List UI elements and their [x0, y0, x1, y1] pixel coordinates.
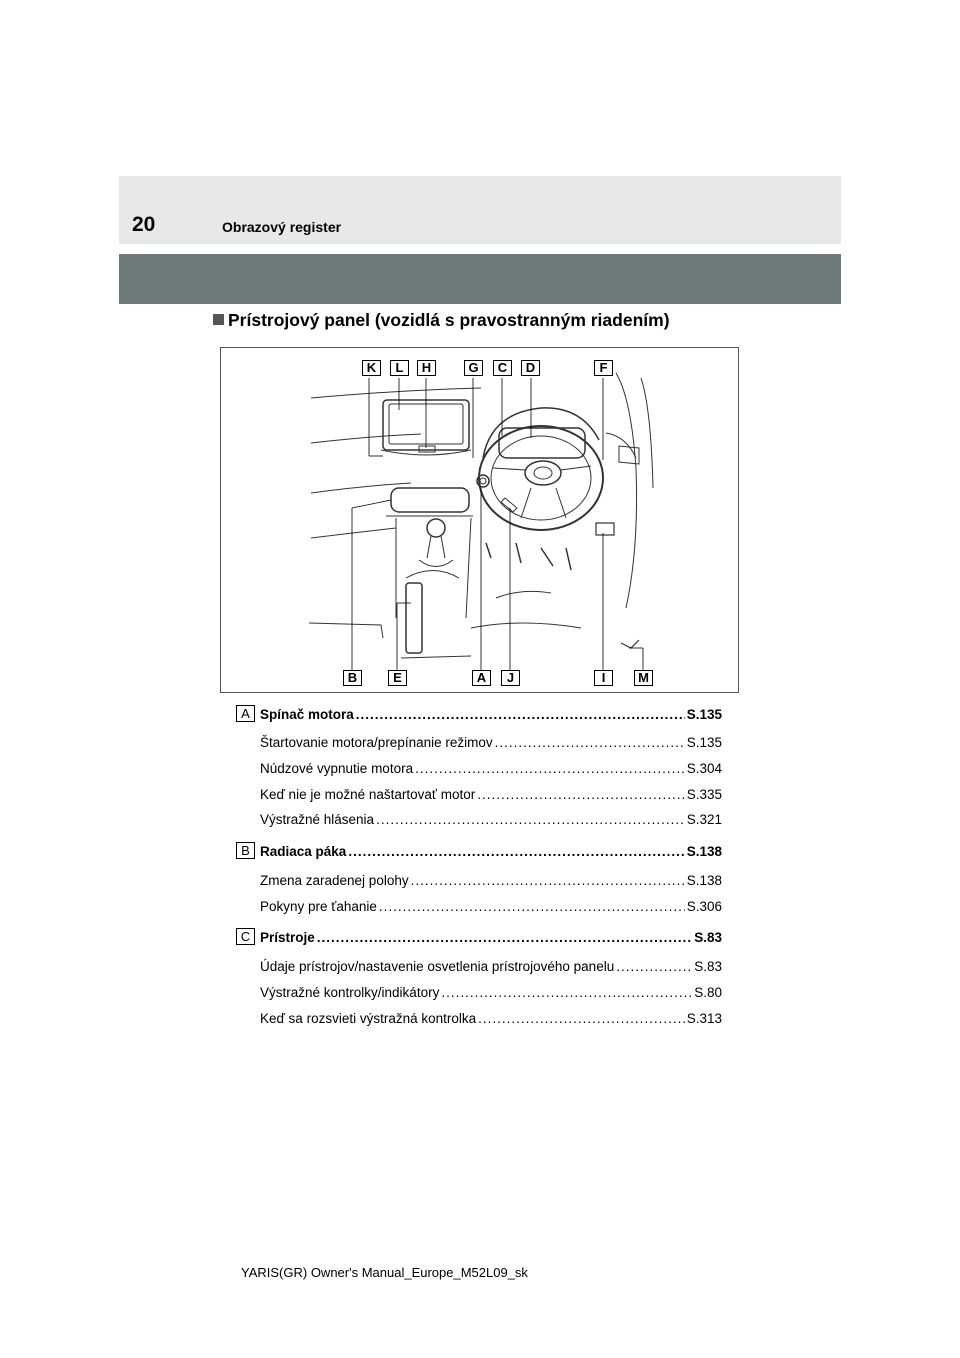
sub-item-text: Pokyny pre ťahanie	[260, 899, 377, 914]
dot-leader	[441, 985, 692, 1000]
sub-item-page: S.138	[686, 873, 722, 888]
sub-item-text: Výstražné kontrolky/indikátory	[260, 985, 440, 1000]
callout-i: I	[594, 670, 613, 686]
section-title: Obrazový register	[222, 219, 342, 235]
callout-k: K	[362, 360, 381, 376]
list-item	[260, 735, 722, 750]
item-letter-box: C	[236, 928, 255, 945]
dot-leader	[379, 899, 685, 914]
dot-leader	[478, 1011, 685, 1026]
dot-leader	[495, 735, 685, 750]
dot-leader	[317, 930, 692, 945]
dot-leader	[415, 761, 685, 776]
sub-item-page: S.304	[686, 761, 722, 776]
callout-j: J	[501, 670, 520, 686]
sub-item-page: S.83	[694, 959, 722, 974]
callout-l: L	[390, 360, 409, 376]
dot-leader	[616, 959, 692, 974]
list-item-title	[260, 844, 722, 859]
list-item	[260, 873, 722, 888]
item-letter-box: B	[236, 842, 255, 859]
callout-b: B	[343, 670, 362, 686]
page-number: 20	[132, 213, 156, 236]
dot-leader	[477, 787, 685, 802]
callout-f: F	[594, 360, 613, 376]
list-item-title	[260, 930, 722, 945]
dot-leader	[356, 707, 685, 722]
square-bullet-icon	[213, 314, 224, 325]
sub-item-text: Štartovanie motora/prepínanie režimov	[260, 735, 493, 750]
sub-item-page: S.80	[694, 985, 722, 1000]
list-item	[260, 959, 722, 974]
sub-item-page: S.321	[686, 812, 722, 827]
dashboard-drawing	[221, 348, 740, 694]
sub-item-text: Núdzové vypnutie motora	[260, 761, 414, 776]
dot-leader	[411, 873, 685, 888]
item-title: Spínač motora	[260, 707, 354, 722]
dot-leader	[348, 844, 684, 859]
item-page: S.83	[694, 930, 722, 945]
callout-d: D	[521, 360, 540, 376]
list-item	[260, 985, 722, 1000]
sub-item-page: S.306	[686, 899, 722, 914]
footer-text: YARIS(GR) Owner's Manual_Europe_M52L09_sk	[241, 1265, 528, 1280]
sub-item-text: Zmena zaradenej polohy	[260, 873, 409, 888]
item-page: S.135	[686, 707, 722, 722]
list-item	[260, 899, 722, 914]
list-item	[260, 1011, 722, 1026]
callout-a: A	[472, 670, 491, 686]
sub-item-text: Keď sa rozsvieti výstražná kontrolka	[260, 1011, 477, 1026]
callout-c: C	[493, 360, 512, 376]
item-page: S.138	[686, 844, 722, 859]
sub-item-page: S.335	[686, 787, 722, 802]
list-item	[260, 761, 722, 776]
callout-g: G	[464, 360, 483, 376]
item-letter-box: A	[236, 705, 255, 722]
item-title: Prístroje	[260, 930, 315, 945]
list-item	[260, 812, 722, 827]
sub-item-text: Výstražné hlásenia	[260, 812, 375, 827]
sub-item-page: S.313	[686, 1011, 722, 1026]
item-title: Radiaca páka	[260, 844, 347, 859]
list-item-title	[260, 707, 722, 722]
sub-item-text: Keď nie je možné naštartovať motor	[260, 787, 476, 802]
sub-item-text: Údaje prístrojov/nastavenie osvetlenia prístrojového panelu	[260, 959, 615, 974]
list-item	[260, 787, 722, 802]
dark-band	[119, 254, 841, 304]
section-heading	[213, 310, 670, 331]
dashboard-illustration	[220, 347, 739, 693]
callout-e: E	[388, 670, 407, 686]
sub-item-page: S.135	[686, 735, 722, 750]
heading-text: Prístrojový panel (vozidlá s pravostranným riadením)	[228, 310, 670, 330]
callout-h: H	[417, 360, 436, 376]
dot-leader	[376, 812, 685, 827]
callout-m: M	[634, 670, 653, 686]
